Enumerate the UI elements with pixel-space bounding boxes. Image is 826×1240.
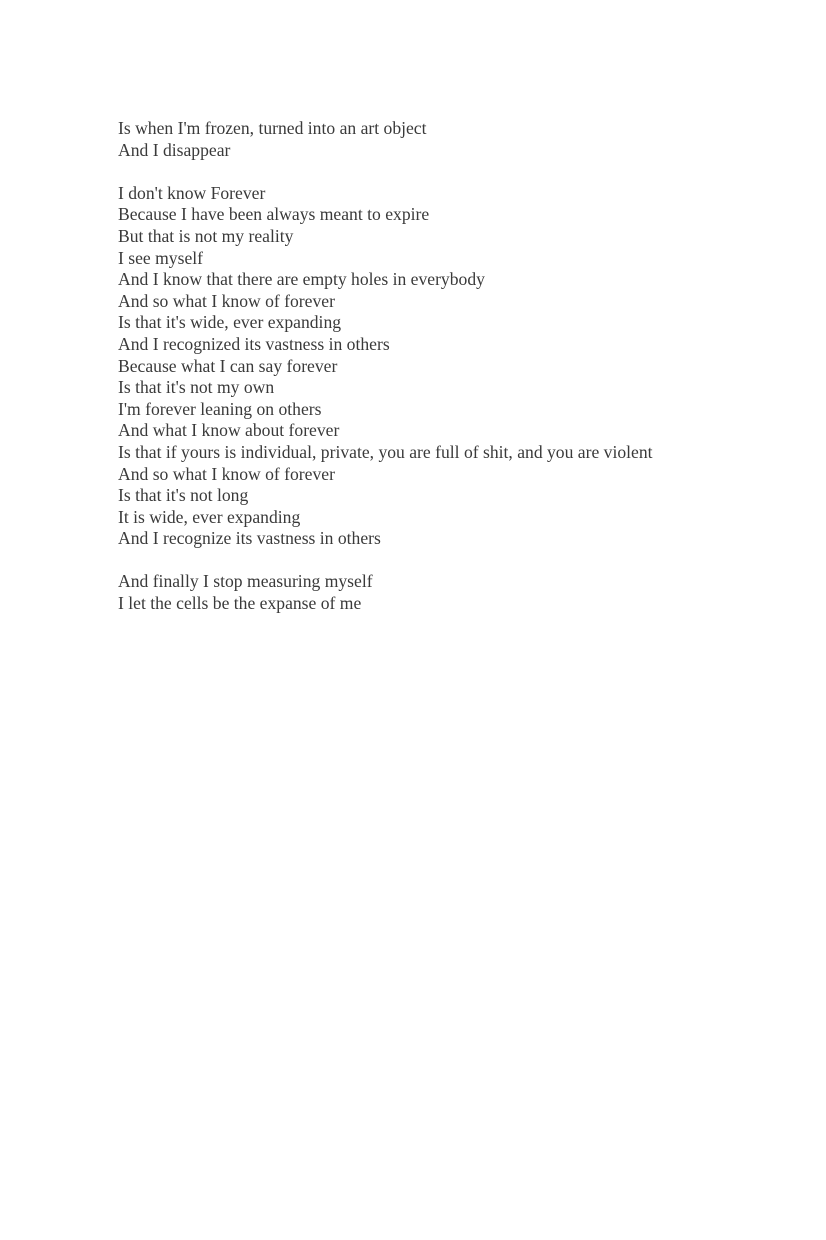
poem-line: Is that it's not my own — [118, 377, 275, 398]
stanza-1 — [118, 118, 778, 161]
poem-line: And so what I know of forever — [118, 290, 335, 311]
poem-line: Is that it's not long — [118, 485, 249, 506]
stanza-2 — [118, 183, 778, 550]
poem-line: I don't know Forever — [118, 182, 266, 203]
poem-line: And so what I know of forever — [118, 463, 335, 484]
poem-line: And I recognize its vastness in others — [118, 528, 381, 549]
poem-line: Is that it's wide, ever expanding — [118, 312, 342, 333]
poem-line: Because what I can say forever — [118, 355, 338, 376]
poem-line: And I know that there are empty holes in everybody — [118, 269, 485, 290]
poem-line: But that is not my reality — [118, 225, 294, 246]
poem-body — [118, 118, 778, 636]
poem-line: It is wide, ever expanding — [118, 506, 301, 527]
poem-line: And I recognized its vastness in others — [118, 333, 390, 354]
poem-line: I see myself — [118, 247, 204, 268]
poem-line: I let the cells be the expanse of me — [118, 593, 362, 614]
stanza-3 — [118, 571, 778, 614]
poem-line: And I disappear — [118, 139, 231, 160]
poem-line: Is when I'm frozen, turned into an art object — [118, 118, 427, 138]
poem-line: And what I know about forever — [118, 420, 340, 441]
poem-line: And finally I stop measuring myself — [118, 571, 373, 592]
poem-line: Because I have been always meant to expire — [118, 204, 430, 225]
poem-line: Is that if yours is individual, private, you are full of shit, and you are violent — [118, 441, 653, 462]
poem-line: I'm forever leaning on others — [118, 398, 322, 419]
